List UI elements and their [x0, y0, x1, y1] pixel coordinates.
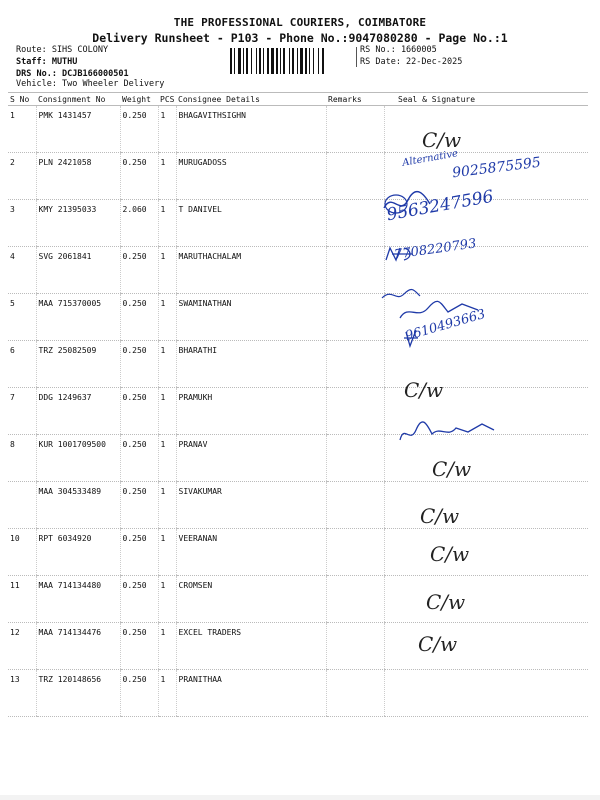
row-pcs: 1: [158, 247, 176, 294]
signature-cw-12: C/w: [426, 590, 466, 614]
row-consignee: T DANIVEL: [176, 200, 326, 247]
row-seal-signature: [384, 623, 588, 670]
row-consignee: MARUTHACHALAM: [176, 247, 326, 294]
row-consignee: PRANITHAA: [176, 670, 326, 717]
row-consignee: VEERANAN: [176, 529, 326, 576]
page-edge: [0, 795, 600, 800]
table-row: [8, 482, 588, 529]
row-consignment-no: PMK 1431457: [36, 106, 120, 153]
row-consignee: CROMSEN: [176, 576, 326, 623]
vehicle-label: Vehicle: Two Wheeler Delivery: [16, 79, 165, 89]
row-consignment-no: SVG 2061841: [36, 247, 120, 294]
row-pcs: 1: [158, 482, 176, 529]
row-consignee: BHAGAVITHSIGHN: [176, 106, 326, 153]
table-row: [8, 435, 588, 482]
row-seal-signature: [384, 576, 588, 623]
row-consignee: EXCEL TRADERS: [176, 623, 326, 670]
row-pcs: 1: [158, 529, 176, 576]
row-weight: 0.250: [120, 106, 158, 153]
row-remarks: [326, 247, 384, 294]
row-sno: 8: [8, 435, 36, 482]
table-header-row: [8, 93, 588, 106]
row-sno: 12: [8, 623, 36, 670]
row-pcs: 1: [158, 670, 176, 717]
row-remarks: [326, 341, 384, 388]
col-sno: S No: [8, 93, 36, 106]
row-consignment-no: MAA 715370005: [36, 294, 120, 341]
row-consignee: BHARATHI: [176, 341, 326, 388]
row-remarks: [326, 294, 384, 341]
row-remarks: [326, 153, 384, 200]
row-sno: 1: [8, 106, 36, 153]
signature-cw-7: C/w: [404, 378, 444, 402]
row-weight: 0.250: [120, 341, 158, 388]
signature-cw-11: C/w: [430, 542, 470, 566]
row-seal-signature: [384, 670, 588, 717]
row-sno: 5: [8, 294, 36, 341]
row-sno: 6: [8, 341, 36, 388]
row-weight: 0.250: [120, 247, 158, 294]
col-seal-signature: Seal & Signature: [384, 93, 588, 106]
handwritten-phone-3: 9563247596: [385, 186, 496, 226]
row-sno: 4: [8, 247, 36, 294]
drs-number: DRS No.: DCJB166000501: [16, 69, 129, 79]
signature-cw-13: C/w: [418, 632, 458, 656]
row-pcs: 1: [158, 200, 176, 247]
signature-cw-10: C/w: [420, 504, 460, 528]
row-consignment-no: MAA 304533489: [36, 482, 120, 529]
row-sno: 11: [8, 576, 36, 623]
row-pcs: 1: [158, 106, 176, 153]
header-divider: [356, 47, 357, 67]
handwritten-phone-6: 9610493663: [403, 306, 488, 345]
row-consignment-no: PLN 2421058: [36, 153, 120, 200]
table-row: [8, 341, 588, 388]
barcode: [230, 48, 354, 74]
row-consignee: SIVAKUMAR: [176, 482, 326, 529]
row-sno: 13: [8, 670, 36, 717]
row-remarks: [326, 576, 384, 623]
row-seal-signature: [384, 106, 588, 153]
rs-date: RS Date: 22-Dec-2025: [360, 57, 463, 67]
handwritten-alternative: Alternative: [401, 148, 459, 169]
row-remarks: [326, 670, 384, 717]
staff-label: Staff: MUTHU: [16, 57, 78, 67]
row-sno: 7: [8, 388, 36, 435]
row-consignment-no: MAA 714134476: [36, 623, 120, 670]
table-row: [8, 576, 588, 623]
signature-cw-8: C/w: [432, 457, 472, 481]
row-remarks: [326, 482, 384, 529]
table-row: [8, 388, 588, 435]
row-remarks: [326, 106, 384, 153]
row-consignment-no: KMY 21395033: [36, 200, 120, 247]
row-weight: 2.060: [120, 200, 158, 247]
row-seal-signature: [384, 482, 588, 529]
handwritten-phone-4: 7708220793: [393, 236, 478, 263]
row-remarks: [326, 435, 384, 482]
row-consignee: PRANAV: [176, 435, 326, 482]
runsheet-subtitle: Delivery Runsheet - P103 - Phone No.:9047080280 - Page No.:1: [92, 31, 508, 45]
row-weight: 0.250: [120, 388, 158, 435]
row-remarks: [326, 200, 384, 247]
row-consignment-no: DDG 1249637: [36, 388, 120, 435]
col-consignee: Consignee Details: [176, 93, 326, 106]
row-weight: 0.250: [120, 435, 158, 482]
row-weight: 0.250: [120, 576, 158, 623]
row-consignee: SWAMINATHAN: [176, 294, 326, 341]
row-weight: 0.250: [120, 529, 158, 576]
runsheet-table: [8, 92, 588, 717]
row-consignee: PRAMUKH: [176, 388, 326, 435]
table-row: [8, 247, 588, 294]
table-row: [8, 106, 588, 153]
row-sno: 10: [8, 529, 36, 576]
row-consignment-no: TRZ 25082509: [36, 341, 120, 388]
row-weight: 0.250: [120, 153, 158, 200]
row-weight: 0.250: [120, 294, 158, 341]
row-pcs: 1: [158, 153, 176, 200]
row-consignee: MURUGADOSS: [176, 153, 326, 200]
row-sno: 2: [8, 153, 36, 200]
row-remarks: [326, 623, 384, 670]
route-label: Route: SIHS COLONY: [16, 45, 109, 55]
row-weight: 0.250: [120, 482, 158, 529]
scribble-signature-6: [378, 286, 488, 356]
row-sno: 3: [8, 200, 36, 247]
row-weight: 0.250: [120, 623, 158, 670]
scribble-signature-4: [384, 244, 414, 266]
row-pcs: 1: [158, 576, 176, 623]
scribble-signature-3: [380, 190, 440, 220]
table-row: [8, 670, 588, 717]
row-remarks: [326, 529, 384, 576]
row-remarks: [326, 388, 384, 435]
col-pcs: PCS: [160, 94, 175, 104]
col-remarks: Remarks: [326, 93, 384, 106]
row-seal-signature: [384, 529, 588, 576]
company-title: THE PROFESSIONAL COURIERS, COIMBATORE: [173, 16, 427, 29]
row-consignment-no: TRZ 120148656: [36, 670, 120, 717]
col-consignment: Consignment No: [36, 93, 120, 106]
row-pcs: 1: [158, 388, 176, 435]
table-row: [8, 623, 588, 670]
signature-cw-1: C/w: [422, 128, 462, 152]
row-pcs: 1: [158, 435, 176, 482]
col-weight: Weight: [120, 93, 158, 106]
row-weight: 0.250: [120, 670, 158, 717]
table-row: [8, 294, 588, 341]
row-consignment-no: MAA 714134480: [36, 576, 120, 623]
table-row: [8, 200, 588, 247]
row-pcs: 1: [158, 341, 176, 388]
scribble-signature-8: [396, 416, 500, 448]
row-consignment-no: RPT 6034920: [36, 529, 120, 576]
rs-number: RS No.: 1660005: [360, 45, 437, 55]
row-sno: [8, 482, 36, 529]
row-pcs: 1: [158, 623, 176, 670]
row-pcs: 1: [158, 294, 176, 341]
handwritten-phone-2: 9025875595: [451, 154, 542, 182]
row-consignment-no: KUR 1001709500: [36, 435, 120, 482]
table-row: [8, 529, 588, 576]
